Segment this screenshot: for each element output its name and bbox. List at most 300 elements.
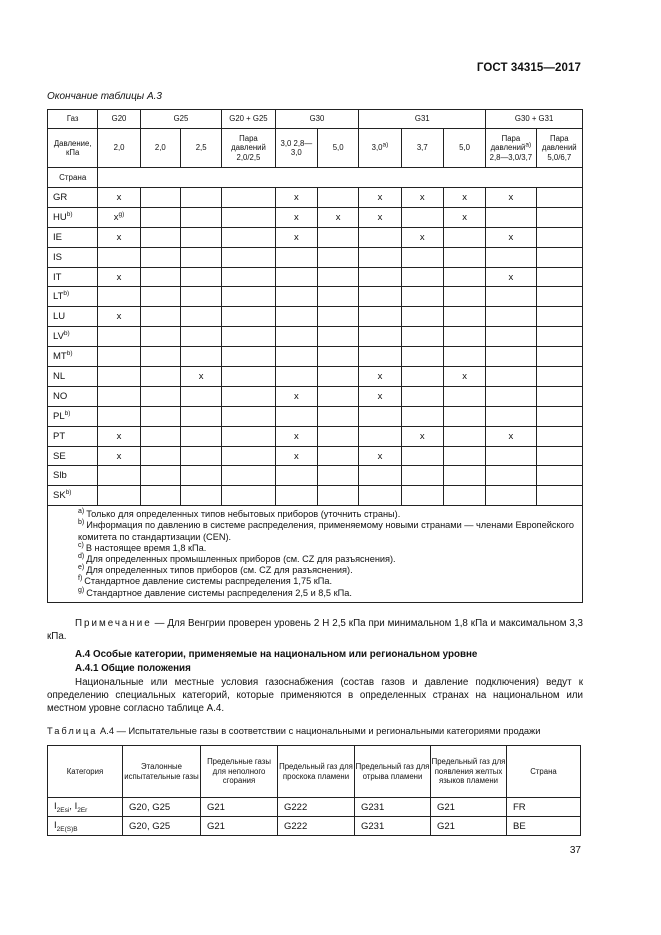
- notes-row: [48, 506, 583, 603]
- mark-cell: [443, 446, 485, 466]
- cat-sub-2: 2Er: [77, 806, 88, 814]
- country-cell: [48, 227, 98, 247]
- mark-cell: [317, 367, 358, 387]
- mark-cell: [486, 227, 536, 247]
- footnotes: [48, 506, 583, 603]
- mark-cell: [275, 207, 317, 227]
- mark-cell: [443, 207, 485, 227]
- mark-cell: [443, 486, 485, 506]
- mark-cell: [486, 466, 536, 486]
- mark-cell: [222, 406, 275, 426]
- note-label: Примечание: [75, 618, 152, 629]
- pressure-c10-range: 2,8—3,0/3,7: [489, 152, 533, 162]
- mark-cell: [536, 287, 582, 307]
- mark-cell: [140, 386, 180, 406]
- mark-cell: [98, 227, 140, 247]
- mark-value: x: [462, 211, 467, 223]
- mark-cell: [222, 287, 275, 307]
- mark-cell: [536, 486, 582, 506]
- a4-row1-flashback: G222: [278, 798, 355, 817]
- mark-value: x: [335, 211, 341, 223]
- mark-cell: [140, 267, 180, 287]
- table-a4-caption-label: Таблица: [47, 726, 98, 736]
- footnote-text: Только для определенных типов небытовых приборов (уточнить страны).: [86, 509, 401, 520]
- table-row: [48, 798, 581, 817]
- mark-cell: [401, 486, 443, 506]
- pressure-c2: 2,0: [140, 129, 180, 168]
- mark-cell: [401, 307, 443, 327]
- mark-value: x: [198, 370, 204, 382]
- mark-cell: [98, 367, 140, 387]
- pressure-c1: 2,0: [98, 129, 140, 168]
- mark-cell: [222, 466, 275, 486]
- mark-cell: [222, 227, 275, 247]
- table-row: [48, 817, 581, 836]
- mark-cell: [275, 347, 317, 367]
- footnote-key: c): [78, 541, 84, 549]
- mark-cell: [180, 466, 221, 486]
- mark-cell: [443, 287, 485, 307]
- mark-cell: [401, 426, 443, 446]
- country-code: SK: [53, 490, 66, 502]
- mark-cell: [317, 227, 358, 247]
- mark-cell: [486, 188, 536, 208]
- mark-value: x: [116, 271, 122, 283]
- country-cell: [48, 466, 98, 486]
- country-cell: [48, 486, 98, 506]
- footnote-key: d): [78, 553, 85, 560]
- country-cell: [48, 386, 98, 406]
- mark-value: x: [116, 311, 122, 323]
- mark-cell: [359, 267, 401, 287]
- mark-cell: [98, 486, 140, 506]
- footnote-text: Информация по давлению в системе распределения, применяемому новыми странами — членами Европейского комитета по стандартизации (CEN).: [78, 520, 574, 542]
- mark-cell: [317, 446, 358, 466]
- mark-value: x: [293, 450, 299, 462]
- table-row: [48, 367, 583, 387]
- mark-cell: [275, 426, 317, 446]
- country-code: PL: [53, 410, 65, 422]
- mark-cell: [443, 267, 485, 287]
- mark-cell: [359, 227, 401, 247]
- footnote-key: f): [78, 575, 83, 583]
- mark-cell: [536, 406, 582, 426]
- mark-cell: [140, 446, 180, 466]
- cat-sub: 2E(S)B: [56, 825, 78, 833]
- section-a4-title: А.4 Особые категории, применяемые на национальном или региональном уровне: [75, 649, 478, 660]
- country-footnote: b): [63, 290, 70, 298]
- footnote-text: Стандартное давление системы распределения 1,75 кПа.: [84, 576, 333, 587]
- country-footnote: b): [63, 330, 70, 338]
- table-a4-caption-text: А.4 — Испытательные газы в соответствии с национальными и региональными категориями продажи: [97, 726, 541, 736]
- mark-cell: [443, 426, 485, 446]
- mark-cell: [536, 188, 582, 208]
- mark-value: x: [419, 231, 425, 243]
- section-a4-1-title: А.4.1 Общие положения: [75, 663, 191, 674]
- a4-row2-category: [48, 817, 123, 836]
- mark-value: x: [377, 390, 383, 402]
- mark-value: x: [462, 191, 467, 203]
- table-row: [48, 406, 583, 426]
- mark-cell: [222, 486, 275, 506]
- mark-cell: [180, 367, 221, 387]
- country-header-row: [48, 168, 583, 188]
- mark-cell: [359, 406, 401, 426]
- footnote-key: g): [78, 586, 85, 594]
- footnote-item: [78, 520, 576, 542]
- mark-cell: [222, 307, 275, 327]
- mark-cell: [401, 267, 443, 287]
- mark-cell: [275, 466, 317, 486]
- pressure-c10: [486, 129, 536, 168]
- mark-cell: [443, 188, 485, 208]
- mark-cell: [98, 347, 140, 367]
- mark-cell: [98, 267, 140, 287]
- mark-value: x: [508, 430, 514, 442]
- country-rows: [48, 188, 583, 506]
- cat-letter: I: [54, 800, 57, 812]
- mark-cell: [401, 386, 443, 406]
- a4-row2-yellow: G21: [431, 817, 507, 836]
- footnote-item: [78, 576, 576, 587]
- mark-cell: [359, 386, 401, 406]
- mark-cell: [140, 327, 180, 347]
- mark-cell: [222, 188, 275, 208]
- country-footnote: b): [66, 210, 73, 218]
- country-label: Страна: [48, 168, 98, 188]
- mark-cell: [401, 247, 443, 267]
- mark-cell: [536, 307, 582, 327]
- mark-cell: [140, 367, 180, 387]
- footnote-item: [78, 565, 576, 576]
- mark-value: x: [116, 430, 122, 442]
- footnote-text: Для определенных типов приборов (см. CZ для разъяснения).: [86, 565, 353, 576]
- table-row: [48, 327, 583, 347]
- mark-cell: [359, 347, 401, 367]
- mark-cell: [401, 207, 443, 227]
- pressure-c4: Пара давлений 2,0/2,5: [222, 129, 275, 168]
- mark-cell: [317, 486, 358, 506]
- mark-cell: [275, 386, 317, 406]
- mark-value: x: [508, 271, 514, 283]
- mark-cell: [180, 287, 221, 307]
- mark-cell: [222, 207, 275, 227]
- a4-row2-country: BE: [507, 817, 581, 836]
- country-cell: [48, 406, 98, 426]
- country-code: LT: [53, 291, 64, 303]
- pressure-c7: [359, 129, 401, 168]
- mark-cell: [401, 347, 443, 367]
- table-row: [48, 207, 583, 227]
- mark-cell: [536, 367, 582, 387]
- a4-row2-liftoff: G231: [355, 817, 431, 836]
- mark-value: x: [508, 231, 514, 243]
- country-code: PT: [53, 430, 66, 442]
- mark-cell: [98, 466, 140, 486]
- mark-cell: [317, 386, 358, 406]
- mark-value: x: [113, 211, 119, 223]
- mark-cell: [275, 327, 317, 347]
- mark-cell: [98, 426, 140, 446]
- mark-cell: [536, 327, 582, 347]
- a4-header-flashback: Предельный газ для проскока пламени: [278, 746, 355, 798]
- mark-cell: [180, 446, 221, 466]
- a4-header-yellow: Предельный газ для появления желтых языков пламени: [431, 746, 507, 798]
- gas-label: Газ: [48, 110, 98, 129]
- mark-cell: [98, 307, 140, 327]
- country-code: IE: [53, 231, 62, 243]
- mark-cell: [443, 227, 485, 247]
- mark-footnote: g): [118, 210, 125, 218]
- pressure-c9: 5,0: [443, 129, 485, 168]
- mark-cell: [222, 267, 275, 287]
- mark-cell: [486, 327, 536, 347]
- table-a4-header-row: [48, 746, 581, 798]
- a4-header-reference: Эталонные испытательные газы: [123, 746, 201, 798]
- mark-cell: [98, 406, 140, 426]
- country-cell: [48, 327, 98, 347]
- a4-row1-country: FR: [507, 798, 581, 817]
- cat-sub: 2Esi: [56, 806, 70, 814]
- mark-cell: [536, 347, 582, 367]
- mark-cell: [222, 347, 275, 367]
- table-row: [48, 486, 583, 506]
- pressure-c11: Пара давлений 5,0/6,7: [536, 129, 582, 168]
- mark-cell: [401, 406, 443, 426]
- a4-header-incomplete: Предельные газы для неполного сгорания: [201, 746, 278, 798]
- mark-cell: [536, 386, 582, 406]
- mark-cell: [443, 307, 485, 327]
- footnote-text: В настоящее время 1,8 кПа.: [85, 542, 207, 553]
- mark-cell: [275, 188, 317, 208]
- mark-cell: [222, 247, 275, 267]
- mark-cell: [359, 188, 401, 208]
- table-row: [48, 466, 583, 486]
- mark-cell: [98, 287, 140, 307]
- cat-letter: I: [54, 819, 57, 831]
- mark-value: x: [508, 191, 514, 203]
- country-code: NL: [53, 370, 66, 382]
- pressure-c10-footnote: a): [525, 141, 532, 149]
- mark-cell: [180, 386, 221, 406]
- mark-value: x: [377, 211, 383, 223]
- mark-cell: [359, 287, 401, 307]
- mark-cell: [275, 406, 317, 426]
- mark-cell: [536, 426, 582, 446]
- mark-cell: [359, 486, 401, 506]
- mark-cell: [486, 367, 536, 387]
- table-row: [48, 426, 583, 446]
- a4-header-liftoff: Предельный газ для отрыва пламени: [355, 746, 431, 798]
- country-code: IS: [53, 251, 62, 263]
- country-footnote: b): [64, 409, 71, 417]
- mark-cell: [401, 287, 443, 307]
- a4-row2-incomplete: G21: [201, 817, 278, 836]
- table-a3-caption: Окончание таблицы А.3: [47, 91, 162, 102]
- mark-cell: [486, 446, 536, 466]
- mark-cell: [275, 247, 317, 267]
- gas-g30-g31: G30 + G31: [486, 110, 583, 129]
- mark-cell: [359, 367, 401, 387]
- mark-cell: [401, 466, 443, 486]
- mark-cell: [317, 247, 358, 267]
- gas-header-row: [48, 110, 583, 129]
- footnote-key: a): [78, 508, 85, 516]
- country-cell: [48, 207, 98, 227]
- mark-cell: [317, 267, 358, 287]
- table-row: [48, 347, 583, 367]
- mark-cell: [140, 307, 180, 327]
- table-row: [48, 446, 583, 466]
- a4-row2-flashback: G222: [278, 817, 355, 836]
- mark-cell: [317, 426, 358, 446]
- mark-cell: [180, 267, 221, 287]
- mark-cell: [180, 426, 221, 446]
- pressure-c7-footnote: a): [382, 141, 389, 149]
- mark-cell: [180, 188, 221, 208]
- table-a4: [47, 745, 581, 836]
- mark-cell: [359, 426, 401, 446]
- mark-value: x: [293, 211, 299, 223]
- mark-value: x: [462, 370, 467, 382]
- country-cell: [48, 188, 98, 208]
- mark-value: x: [293, 430, 299, 442]
- mark-cell: [486, 247, 536, 267]
- mark-cell: [359, 307, 401, 327]
- mark-cell: [443, 247, 485, 267]
- mark-value: x: [116, 191, 122, 203]
- country-code: GR: [53, 191, 68, 203]
- mark-cell: [98, 446, 140, 466]
- mark-cell: [359, 207, 401, 227]
- footnote-item: [78, 554, 576, 565]
- country-cell: [48, 307, 98, 327]
- mark-cell: [180, 327, 221, 347]
- mark-value: x: [377, 370, 383, 382]
- gas-g20-g25: G20 + G25: [222, 110, 275, 129]
- mark-cell: [443, 406, 485, 426]
- footnote-item: [78, 543, 576, 554]
- mark-value: x: [116, 450, 122, 462]
- mark-cell: [443, 347, 485, 367]
- mark-cell: [180, 307, 221, 327]
- country-cell: [48, 426, 98, 446]
- table-row: [48, 227, 583, 247]
- mark-cell: [359, 446, 401, 466]
- country-code: SE: [53, 450, 66, 462]
- mark-value: x: [293, 390, 299, 402]
- mark-cell: [275, 486, 317, 506]
- mark-cell: [401, 327, 443, 347]
- note-paragraph: [47, 617, 583, 643]
- gas-g20: G20: [98, 110, 140, 129]
- mark-cell: [401, 446, 443, 466]
- country-cell: [48, 267, 98, 287]
- mark-cell: [486, 307, 536, 327]
- footnote-item: [78, 588, 576, 599]
- mark-cell: [98, 386, 140, 406]
- mark-cell: [140, 466, 180, 486]
- country-footnote: b): [66, 349, 73, 357]
- mark-cell: [275, 227, 317, 247]
- gas-g30: G30: [275, 110, 359, 129]
- section-a4-body: Национальные или местные условия газоснабжения (состав газов и давление подключения) ведут к определению специальных категорий, которые применяются в определенных странах на национальном или местном уровне согласно таблице А.4.: [47, 677, 583, 714]
- footnote-text: Стандартное давление системы распределения 2,5 и 8,5 кПа.: [86, 587, 352, 598]
- mark-value: x: [116, 231, 122, 243]
- mark-value: x: [419, 191, 425, 203]
- mark-cell: [275, 367, 317, 387]
- pressure-c6: 5,0: [317, 129, 358, 168]
- mark-cell: [180, 486, 221, 506]
- mark-cell: [180, 247, 221, 267]
- mark-cell: [180, 227, 221, 247]
- a4-row1-liftoff: G231: [355, 798, 431, 817]
- footnote-text: Для определенных промышленных приборов (см. CZ для разъяснения).: [86, 554, 396, 565]
- mark-cell: [536, 227, 582, 247]
- page-number: 37: [569, 845, 581, 856]
- a4-row1-category: [48, 798, 123, 817]
- a4-row1-ref: G20, G25: [123, 798, 201, 817]
- table-row: [48, 267, 583, 287]
- country-code: MT: [53, 351, 67, 363]
- mark-cell: [486, 207, 536, 227]
- mark-cell: [317, 347, 358, 367]
- mark-cell: [486, 386, 536, 406]
- pressure-c8: 3,7: [401, 129, 443, 168]
- mark-cell: [275, 287, 317, 307]
- mark-cell: [536, 267, 582, 287]
- mark-value: x: [293, 191, 299, 203]
- mark-cell: [443, 367, 485, 387]
- a4-row1-incomplete: G21: [201, 798, 278, 817]
- table-row: [48, 287, 583, 307]
- mark-cell: [98, 327, 140, 347]
- cat-sep: , I: [69, 800, 78, 812]
- mark-cell: [98, 247, 140, 267]
- country-cell: [48, 287, 98, 307]
- mark-cell: [401, 227, 443, 247]
- mark-cell: [359, 247, 401, 267]
- country-code: NO: [53, 390, 68, 402]
- footnote-key: b): [78, 519, 85, 527]
- mark-cell: [486, 267, 536, 287]
- mark-cell: [140, 426, 180, 446]
- standard-designation: ГОСТ 34315—2017: [476, 62, 581, 74]
- table-a3: [47, 109, 583, 603]
- mark-cell: [317, 287, 358, 307]
- mark-cell: [140, 207, 180, 227]
- mark-cell: [317, 207, 358, 227]
- mark-cell: [222, 426, 275, 446]
- a4-row2-ref: G20, G25: [123, 817, 201, 836]
- pressure-header-row: [48, 129, 583, 168]
- mark-cell: [486, 426, 536, 446]
- mark-cell: [140, 247, 180, 267]
- mark-cell: [140, 486, 180, 506]
- table-row: [48, 188, 583, 208]
- table-a4-caption: [47, 725, 583, 738]
- mark-cell: [536, 466, 582, 486]
- country-cell: [48, 347, 98, 367]
- a4-header-country: Страна: [507, 746, 581, 798]
- mark-cell: [275, 446, 317, 466]
- mark-cell: [275, 307, 317, 327]
- table-row: [48, 386, 583, 406]
- country-code: LU: [53, 311, 66, 323]
- country-code: Slb: [53, 470, 67, 482]
- mark-cell: [140, 406, 180, 426]
- gas-g25: G25: [140, 110, 222, 129]
